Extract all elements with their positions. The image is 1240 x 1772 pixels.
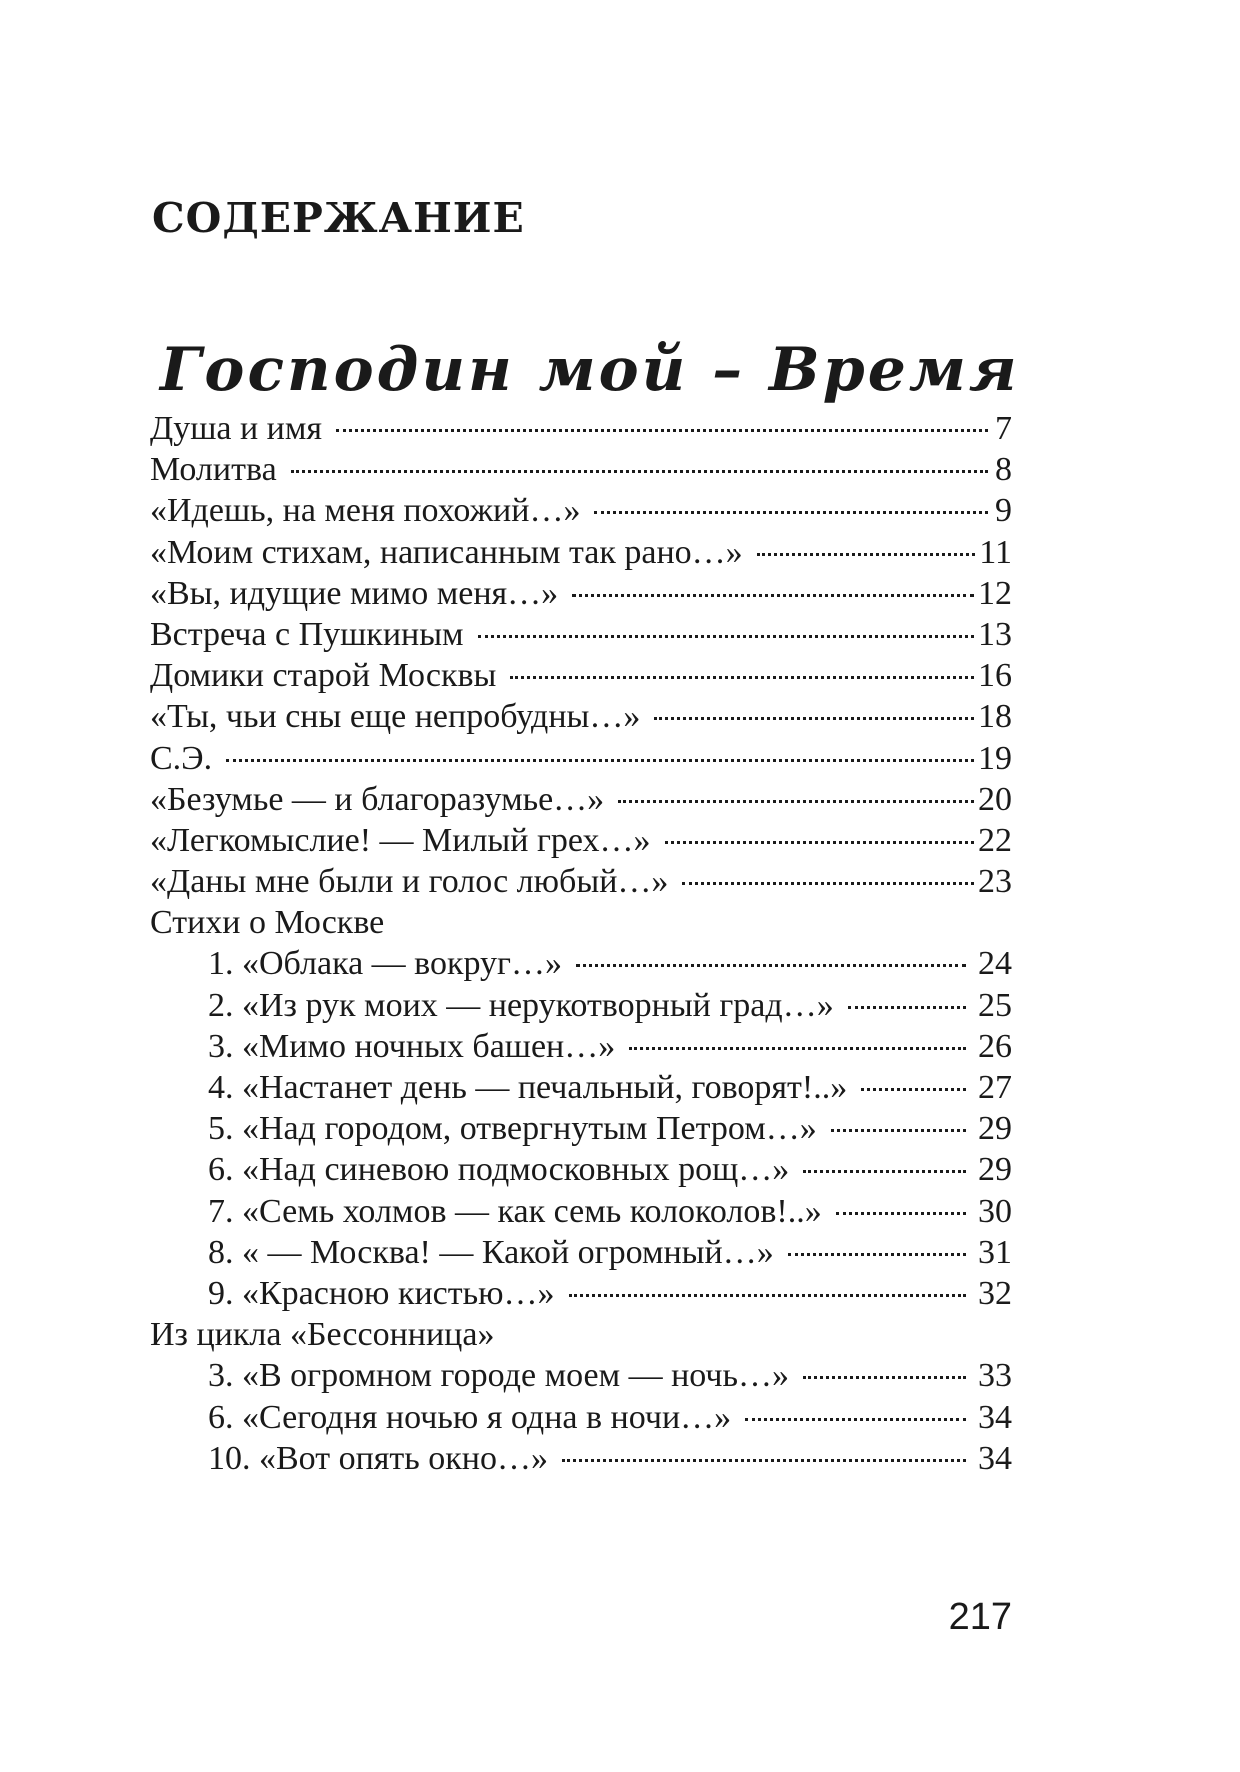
- toc-entry-title: «Вы, идущие мимо меня…»: [150, 574, 559, 612]
- table-of-contents: [150, 408, 1012, 1479]
- toc-entry-page: 18: [978, 698, 1012, 736]
- toc-entry-title: 6. «Сегодня ночью я одна в ночи…»: [208, 1398, 732, 1436]
- toc-entry-page: 34: [978, 1398, 1012, 1436]
- toc-entry: [150, 1355, 1012, 1396]
- dot-leader: [665, 841, 974, 844]
- toc-entry: [150, 985, 1012, 1026]
- toc-entry-title: «Моим стихам, написанным так рано…»: [150, 533, 743, 571]
- toc-entry-title: Из цикла «Бессонница»: [150, 1316, 495, 1354]
- toc-entry-page: 9: [995, 492, 1012, 530]
- toc-entry-page: 20: [978, 780, 1012, 818]
- toc-entry: [150, 408, 1012, 449]
- dot-leader: [836, 1212, 966, 1215]
- dot-leader: [478, 635, 974, 638]
- toc-entry: [150, 1067, 1012, 1108]
- toc-entry-page: 29: [978, 1151, 1012, 1189]
- dot-leader: [788, 1253, 966, 1256]
- toc-entry: [150, 490, 1012, 531]
- dot-leader: [510, 676, 974, 679]
- toc-entry-page: 19: [978, 739, 1012, 777]
- toc-entry: [150, 1232, 1012, 1273]
- toc-entry-page: 11: [979, 533, 1012, 571]
- dot-leader: [848, 1006, 966, 1009]
- toc-entry-title: 3. «В огромном городе моем — ночь…»: [208, 1357, 790, 1395]
- toc-entry-title: Стихи о Москве: [150, 904, 385, 942]
- dot-leader: [803, 1170, 966, 1173]
- toc-entry: [150, 1191, 1012, 1232]
- toc-entry-page: 34: [978, 1439, 1012, 1477]
- toc-entry: [150, 573, 1012, 614]
- toc-entry-title: «Идешь, на меня похожий…»: [150, 492, 581, 530]
- toc-entry-title: 6. «Над синевою подмосковных рощ…»: [208, 1151, 790, 1189]
- toc-entry-page: 29: [978, 1110, 1012, 1148]
- dot-leader: [562, 1459, 966, 1462]
- toc-entry: [150, 696, 1012, 737]
- dot-leader: [629, 1047, 966, 1050]
- dot-leader: [226, 759, 974, 762]
- dot-leader: [654, 717, 974, 720]
- toc-entry: [150, 614, 1012, 655]
- toc-entry: [150, 1149, 1012, 1190]
- toc-entry-page: 13: [978, 615, 1012, 653]
- toc-entry: [150, 655, 1012, 696]
- toc-entry-title: 1. «Облака — вокруг…»: [208, 945, 562, 983]
- toc-entry-page: 16: [978, 657, 1012, 695]
- dot-leader: [861, 1088, 966, 1091]
- toc-entry-title: С.Э.: [150, 739, 213, 777]
- dot-leader: [803, 1376, 966, 1379]
- toc-entry-page: 27: [978, 1069, 1012, 1106]
- toc-entry-title: 8. « — Москва! — Какой огромный…»: [208, 1233, 774, 1271]
- toc-entry-title: 5. «Над городом, отвергнутым Петром…»: [208, 1110, 817, 1148]
- toc-entry-title: Домики старой Москвы: [150, 657, 497, 695]
- toc-entry-title: 9. «Красною кистью…»: [208, 1274, 555, 1312]
- toc-entry-title: «Даны мне были и голос любый…»: [150, 863, 669, 901]
- toc-entry-title: «Ты, чьи сны еще непробудны…»: [150, 698, 641, 736]
- toc-entry-page: 31: [978, 1233, 1012, 1271]
- dot-leader: [572, 594, 974, 597]
- dot-leader: [745, 1418, 966, 1421]
- toc-entry-title: Встреча с Пушкиным: [150, 615, 464, 653]
- page-number: 217: [948, 1596, 1012, 1638]
- toc-entry-page: 32: [978, 1274, 1012, 1312]
- toc-entry-page: 25: [978, 986, 1012, 1024]
- toc-entry: [150, 1026, 1012, 1067]
- toc-entry: [150, 861, 1012, 902]
- page-heading: СОДЕРЖАНИЕ: [152, 194, 525, 242]
- toc-entry: [150, 1438, 1012, 1479]
- toc-entry: [150, 902, 1012, 943]
- toc-entry-title: «Легкомыслие! — Милый грех…»: [150, 821, 651, 859]
- dot-leader: [569, 1294, 966, 1297]
- toc-entry-page: 24: [978, 945, 1012, 983]
- toc-entry-page: 7: [995, 410, 1012, 447]
- toc-entry: [150, 1397, 1012, 1438]
- toc-entry-page: 33: [978, 1357, 1012, 1395]
- toc-entry-title: Душа и имя: [150, 410, 323, 447]
- dot-leader: [682, 882, 974, 885]
- toc-entry-title: Молитва: [150, 451, 277, 489]
- toc-entry-page: 23: [978, 863, 1012, 901]
- toc-entry: [150, 738, 1012, 779]
- toc-entry-page: 8: [995, 451, 1012, 489]
- toc-entry: [150, 1273, 1012, 1314]
- dot-leader: [291, 470, 988, 473]
- toc-entry-title: «Безумье — и благоразумье…»: [150, 780, 605, 818]
- dot-leader: [336, 429, 988, 432]
- toc-entry: [150, 449, 1012, 490]
- toc-entry: [150, 943, 1012, 984]
- dot-leader: [576, 964, 966, 967]
- toc-entry: [150, 1314, 1012, 1355]
- toc-entry-title: 7. «Семь холмов — как семь колоколов!..»: [208, 1192, 822, 1230]
- toc-entry-title: 10. «Вот опять окно…»: [208, 1439, 548, 1477]
- toc-entry-page: 22: [978, 821, 1012, 859]
- toc-entry: [150, 1108, 1012, 1149]
- toc-entry-page: 12: [978, 574, 1012, 612]
- dot-leader: [618, 800, 974, 803]
- toc-entry: [150, 779, 1012, 820]
- toc-entry-page: 30: [978, 1192, 1012, 1230]
- dot-leader: [594, 511, 988, 514]
- toc-entry-page: 26: [978, 1027, 1012, 1065]
- toc-entry-title: 3. «Мимо ночных башен…»: [208, 1027, 616, 1065]
- dot-leader: [831, 1129, 966, 1132]
- toc-entry-title: 4. «Настанет день — печальный, говорят!..»: [208, 1069, 848, 1106]
- dot-leader: [757, 553, 976, 556]
- section-title: Господин мой – Время: [160, 335, 1020, 405]
- toc-entry: [150, 532, 1012, 573]
- toc-entry-title: 2. «Из рук моих — нерукотворный град…»: [208, 986, 834, 1024]
- toc-entry: [150, 820, 1012, 861]
